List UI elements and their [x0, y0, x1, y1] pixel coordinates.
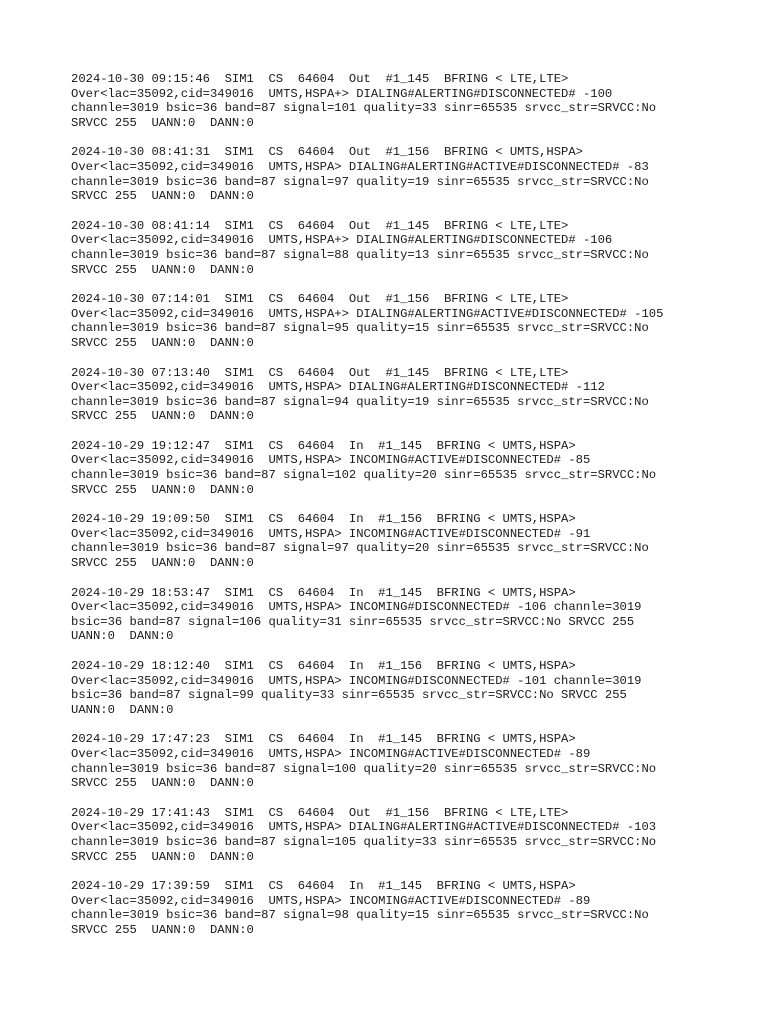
log-line: 2024-10-29 18:12:40 SIM1 CS 64604 In #1_156 BFRING < UMTS,HSPA>: [71, 659, 576, 673]
log-line: 2024-10-29 19:09:50 SIM1 CS 64604 In #1_156 BFRING < UMTS,HSPA>: [71, 512, 576, 527]
log-entry: [71, 292, 761, 350]
log-entry: [71, 879, 761, 937]
log-line: Over<lac=35092,cid=349016 UMTS,HSPA+> DIALING#ALERTING#DISCONNECTED# -106: [71, 233, 613, 248]
log-entry: [71, 512, 761, 570]
log-line: SRVCC 255 UANN:0 DANN:0: [71, 922, 254, 937]
log-line: SRVCC 255 UANN:0 DANN:0: [71, 776, 254, 791]
log-line: Over<lac=35092,cid=349016 UMTS,HSPA> INCOMING#ACTIVE#DISCONNECTED# -85: [71, 453, 591, 468]
log-line: bsic=36 band=87 signal=106 quality=31 sinr=65535 srvcc_str=SRVCC:No SRVCC 255: [71, 614, 635, 629]
log-entry: [71, 659, 761, 717]
log-line: channle=3019 bsic=36 band=87 signal=98 quality=15 sinr=65535 srvcc_str=SRVCC:No: [71, 908, 649, 923]
log-line: 2024-10-29 18:53:47 SIM1 CS 64604 In #1_145 BFRING < UMTS,HSPA>: [71, 585, 576, 600]
log-line: SRVCC 255 UANN:0 DANN:0: [71, 482, 254, 497]
log-line: channle=3019 bsic=36 band=87 signal=94 quality=19 sinr=65535 srvcc_str=SRVCC:No: [71, 394, 649, 409]
log-line: 2024-10-30 07:14:01 SIM1 CS 64604 Out #1_156 BFRING < LTE,LTE>: [71, 292, 569, 307]
log-line: 2024-10-29 19:12:47 SIM1 CS 64604 In #1_145 BFRING < UMTS,HSPA>: [71, 438, 576, 453]
log-line: Over<lac=35092,cid=349016 UMTS,HSPA+> DIALING#ALERTING#DISCONNECTED# -100: [71, 86, 613, 101]
log-line: Over<lac=35092,cid=349016 UMTS,HSPA> DIALING#ALERTING#ACTIVE#DISCONNECTED# -103: [71, 820, 657, 835]
log-line: Over<lac=35092,cid=349016 UMTS,HSPA> DIALING#ALERTING#ACTIVE#DISCONNECTED# -83: [71, 159, 649, 174]
log-line: SRVCC 255 UANN:0 DANN:0: [71, 849, 254, 864]
log-line: Over<lac=35092,cid=349016 UMTS,HSPA> INCOMING#ACTIVE#DISCONNECTED# -89: [71, 893, 591, 908]
log-entry: [71, 439, 761, 497]
log-entry: [71, 145, 761, 203]
log-line: SRVCC 255 UANN:0 DANN:0: [71, 335, 254, 350]
log-line: SRVCC 255 UANN:0 DANN:0: [71, 115, 254, 130]
log-line: Over<lac=35092,cid=349016 UMTS,HSPA> INCOMING#ACTIVE#DISCONNECTED# -89: [71, 746, 591, 761]
log-entry: [71, 219, 761, 277]
log-line: bsic=36 band=87 signal=99 quality=33 sinr=65535 srvcc_str=SRVCC:No SRVCC 255: [71, 688, 627, 703]
log-entry: [71, 732, 761, 790]
log-line: channle=3019 bsic=36 band=87 signal=95 quality=15 sinr=65535 srvcc_str=SRVCC:No: [71, 321, 649, 336]
log-line: SRVCC 255 UANN:0 DANN:0: [71, 409, 254, 424]
log-entry: [71, 806, 761, 864]
log-line: Over<lac=35092,cid=349016 UMTS,HSPA> DIALING#ALERTING#DISCONNECTED# -112: [71, 380, 605, 395]
log-line: 2024-10-29 17:41:43 SIM1 CS 64604 Out #1_156 BFRING < LTE,LTE>: [71, 805, 569, 820]
log-entry: [71, 72, 761, 130]
log-entry: [71, 586, 761, 644]
log-line: 2024-10-29 17:39:59 SIM1 CS 64604 In #1_145 BFRING < UMTS,HSPA>: [71, 879, 576, 894]
log-line: channle=3019 bsic=36 band=87 signal=101 quality=33 sinr=65535 srvcc_str=SRVCC:No: [71, 101, 657, 116]
log-line: SRVCC 255 UANN:0 DANN:0: [71, 556, 254, 571]
log-line: channle=3019 bsic=36 band=87 signal=100 quality=20 sinr=65535 srvcc_str=SRVCC:No: [71, 761, 657, 776]
log-line: channle=3019 bsic=36 band=87 signal=102 quality=20 sinr=65535 srvcc_str=SRVCC:No: [71, 468, 657, 483]
log-line: channle=3019 bsic=36 band=87 signal=88 quality=13 sinr=65535 srvcc_str=SRVCC:No: [71, 247, 649, 262]
log-line: SRVCC 255 UANN:0 DANN:0: [71, 189, 254, 204]
log-line: Over<lac=35092,cid=349016 UMTS,HSPA+> DIALING#ALERTING#ACTIVE#DISCONNECTED# -105: [71, 306, 664, 321]
log-line: SRVCC 255 UANN:0 DANN:0: [71, 262, 254, 277]
log-line: 2024-10-30 07:13:40 SIM1 CS 64604 Out #1_145 BFRING < LTE,LTE>: [71, 365, 569, 380]
log-line: Over<lac=35092,cid=349016 UMTS,HSPA> INCOMING#DISCONNECTED# -101 channle=3019: [71, 673, 642, 688]
log-line: UANN:0 DANN:0: [71, 629, 174, 644]
log-line: Over<lac=35092,cid=349016 UMTS,HSPA> INCOMING#DISCONNECTED# -106 channle=3019: [71, 600, 642, 615]
call-log: [71, 72, 761, 953]
log-line: 2024-10-30 08:41:14 SIM1 CS 64604 Out #1_145 BFRING < LTE,LTE>: [71, 218, 569, 233]
log-line: Over<lac=35092,cid=349016 UMTS,HSPA> INCOMING#ACTIVE#DISCONNECTED# -91: [71, 526, 591, 541]
log-line: channle=3019 bsic=36 band=87 signal=97 quality=20 sinr=65535 srvcc_str=SRVCC:No: [71, 541, 649, 556]
log-line: 2024-10-30 08:41:31 SIM1 CS 64604 Out #1_156 BFRING < UMTS,HSPA>: [71, 145, 583, 160]
log-entry: [71, 366, 761, 424]
log-line: 2024-10-30 09:15:46 SIM1 CS 64604 Out #1_145 BFRING < LTE,LTE>: [71, 72, 569, 86]
log-line: UANN:0 DANN:0: [71, 702, 174, 717]
log-line: channle=3019 bsic=36 band=87 signal=97 quality=19 sinr=65535 srvcc_str=SRVCC:No: [71, 174, 649, 189]
log-line: 2024-10-29 17:47:23 SIM1 CS 64604 In #1_145 BFRING < UMTS,HSPA>: [71, 732, 576, 747]
log-line: channle=3019 bsic=36 band=87 signal=105 quality=33 sinr=65535 srvcc_str=SRVCC:No: [71, 834, 657, 849]
